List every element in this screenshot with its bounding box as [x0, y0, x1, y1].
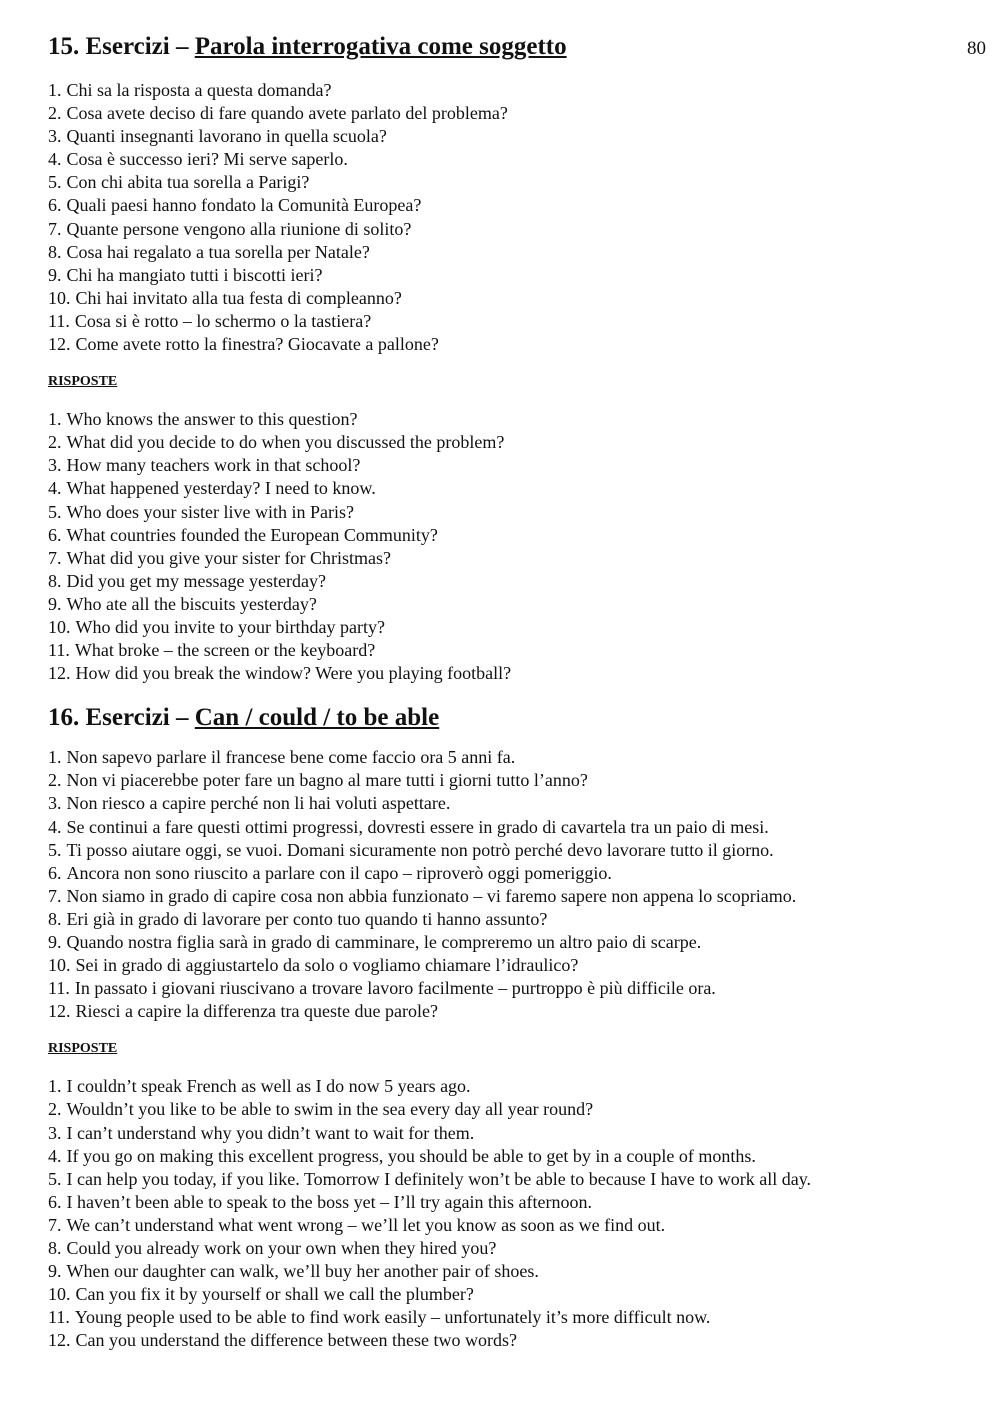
answer-item: [48, 524, 988, 547]
item-text: Se continui a fare questi ottimi progressi, dovresti essere in grado di cavartela tra un paio di mesi.: [66, 816, 769, 837]
answer-item: [48, 1283, 988, 1306]
section-separator: –: [175, 33, 189, 60]
answer-item: [48, 616, 988, 639]
item-text: Who knows the answer to this question?: [66, 409, 358, 430]
section-15-answers-label: RISPOSTE: [48, 374, 118, 390]
section-number: 16.: [48, 704, 80, 732]
item-text: Non riesco a capire perché non li hai voluti aspettare.: [66, 793, 451, 814]
exercise-item: [48, 287, 988, 310]
item-number: 8.: [48, 570, 62, 591]
item-number: 11.: [48, 640, 70, 661]
item-text: Chi sa la risposta a questa domanda?: [66, 80, 332, 100]
item-text: Quante persone vengono alla riunione di solito?: [66, 218, 412, 239]
answer-item: [48, 593, 988, 616]
answer-item: [48, 662, 988, 685]
item-text: Quanti insegnanti lavorano in quella scuola?: [66, 126, 387, 147]
answer-item: [48, 639, 988, 662]
section-15-heading: [48, 32, 988, 62]
item-number: 2.: [48, 770, 62, 791]
answer-item: [48, 1306, 988, 1329]
item-text: Young people used to be able to find work easily – unfortunately it’s more difficult now.: [74, 1307, 711, 1328]
item-text: What broke – the screen or the keyboard?: [74, 640, 376, 661]
exercise-item: [48, 333, 988, 356]
item-number: 3.: [48, 126, 62, 147]
exercise-item: [48, 79, 988, 102]
exercise-item: [48, 194, 988, 217]
item-text: Eri già in grado di lavorare per conto tuo quando ti hanno assunto?: [66, 908, 548, 929]
item-text: Sei in grado di aggiustartelo da solo o vogliamo chiamare l’idraulico?: [75, 955, 579, 976]
item-number: 4.: [48, 1145, 62, 1166]
section-16-heading: [48, 703, 988, 733]
item-text: Ti posso aiutare oggi, se vuoi. Domani sicuramente non potrò perché devo lavorare tutto il giorno.: [66, 839, 774, 860]
item-number: 11.: [48, 310, 70, 331]
answer-item: [48, 1075, 988, 1098]
item-number: 6.: [48, 524, 62, 545]
item-text: What happened yesterday? I need to know.: [66, 478, 376, 499]
item-text: Can you understand the difference between these two words?: [75, 1330, 518, 1351]
item-text: Who ate all the biscuits yesterday?: [66, 593, 317, 614]
item-number: 11.: [48, 1307, 70, 1328]
answer-item: [48, 1237, 988, 1260]
exercise-item: [48, 171, 988, 194]
item-number: 10.: [48, 955, 71, 976]
item-text: Come avete rotto la finestra? Giocavate a pallone?: [75, 334, 439, 355]
item-text: If you go on making this excellent progress, you should be able to get by in a couple of months.: [66, 1145, 756, 1166]
section-16-answers-label: RISPOSTE: [48, 1041, 118, 1057]
item-text: Who does your sister live with in Paris?: [66, 501, 354, 522]
exercise-item: [48, 839, 988, 862]
item-number: 5.: [48, 172, 62, 193]
item-text: When our daughter can walk, we’ll buy her another pair of shoes.: [66, 1261, 539, 1282]
item-text: Quali paesi hanno fondato la Comunità Europea?: [66, 195, 422, 216]
item-number: 7.: [48, 218, 62, 239]
item-number: 1.: [48, 1076, 62, 1097]
item-text: How many teachers work in that school?: [66, 455, 361, 476]
section-16-exercise-list: [48, 746, 988, 1023]
page-number: 80: [967, 38, 986, 59]
answer-item: [48, 1260, 988, 1283]
item-text: In passato i giovani riuscivano a trovare lavoro facilmente – purtroppo è più difficile ora.: [74, 978, 716, 999]
item-number: 9.: [48, 1261, 62, 1282]
answer-item: [48, 1122, 988, 1145]
item-number: 1.: [48, 409, 62, 430]
item-number: 3.: [48, 793, 62, 814]
exercise-item: [48, 218, 988, 241]
answer-item: [48, 477, 988, 500]
item-number: 5.: [48, 1168, 62, 1189]
item-number: 4.: [48, 478, 62, 499]
item-text: I couldn’t speak French as well as I do now 5 years ago.: [66, 1076, 471, 1097]
answer-item: [48, 1145, 988, 1168]
item-text: Cosa avete deciso di fare quando avete parlato del problema?: [66, 103, 508, 124]
item-text: Quando nostra figlia sarà in grado di camminare, le compreremo un altro paio di scarpe.: [66, 932, 702, 952]
answer-item: [48, 501, 988, 524]
item-text: Chi ha mangiato tutti i biscotti ieri?: [66, 264, 323, 285]
answer-item: [48, 408, 988, 431]
exercise-item: [48, 102, 988, 125]
item-number: 7.: [48, 885, 62, 906]
item-text: I haven’t been able to speak to the boss yet – I’ll try again this afternoon.: [66, 1191, 593, 1212]
item-number: 7.: [48, 547, 62, 568]
document-page: [48, 32, 988, 1353]
item-number: 2.: [48, 432, 62, 453]
exercise-item: [48, 746, 988, 769]
item-text: Cosa hai regalato a tua sorella per Natale?: [66, 241, 370, 262]
item-number: 3.: [48, 1122, 62, 1143]
exercise-item: [48, 264, 988, 287]
item-number: 5.: [48, 501, 62, 522]
item-text: Riesci a capire la differenza tra queste due parole?: [75, 1001, 438, 1022]
exercise-item: [48, 931, 988, 954]
item-number: 9.: [48, 593, 62, 614]
exercise-item: [48, 954, 988, 977]
item-text: Cosa si è rotto – lo schermo o la tastiera?: [74, 310, 372, 331]
item-number: 3.: [48, 455, 62, 476]
item-number: 12.: [48, 1330, 71, 1351]
answer-item: [48, 570, 988, 593]
section-separator: –: [175, 704, 189, 732]
answer-item: [48, 431, 988, 454]
answer-item: [48, 1098, 988, 1121]
item-text: Wouldn’t you like to be able to swim in the sea every day all year round?: [66, 1099, 594, 1120]
item-number: 9.: [48, 264, 62, 285]
item-number: 8.: [48, 241, 62, 262]
item-text: Chi hai invitato alla tua festa di compleanno?: [75, 287, 402, 308]
item-text: What did you decide to do when you discussed the problem?: [66, 432, 505, 453]
section-label: Esercizi: [85, 704, 170, 732]
section-number: 15.: [48, 33, 80, 60]
item-text: Who did you invite to your birthday party?: [75, 616, 385, 637]
item-number: 4.: [48, 149, 62, 170]
answer-item: [48, 547, 988, 570]
exercise-item: [48, 977, 988, 1000]
item-number: 5.: [48, 839, 62, 860]
item-number: 12.: [48, 1001, 71, 1022]
item-number: 6.: [48, 195, 62, 216]
item-number: 7.: [48, 1214, 62, 1235]
item-number: 2.: [48, 103, 62, 124]
item-number: 1.: [48, 747, 62, 768]
item-number: 11.: [48, 978, 70, 999]
item-text: Did you get my message yesterday?: [66, 570, 326, 591]
exercise-item: [48, 310, 988, 333]
exercise-item: [48, 1000, 988, 1023]
item-number: 10.: [48, 287, 71, 308]
answer-item: [48, 454, 988, 477]
item-text: Non vi piacerebbe poter fare un bagno al mare tutti i giorni tutto l’anno?: [66, 770, 588, 791]
item-text: Non siamo in grado di capire cosa non abbia funzionato – vi faremo sapere non appena lo scopriamo.: [66, 885, 797, 906]
item-number: 10.: [48, 1284, 71, 1305]
exercise-item: [48, 885, 988, 908]
exercise-item: [48, 862, 988, 885]
section-15-answer-list: [48, 408, 988, 685]
exercise-item: [48, 241, 988, 264]
answer-item: [48, 1214, 988, 1237]
item-text: Non sapevo parlare il francese bene come faccio ora 5 anni fa.: [66, 747, 516, 768]
item-number: 1.: [48, 80, 62, 100]
item-text: Ancora non sono riuscito a parlare con il capo – riproverò oggi pomeriggio.: [66, 862, 612, 883]
item-text: Can you fix it by yourself or shall we call the plumber?: [75, 1284, 474, 1305]
item-text: Cosa è successo ieri? Mi serve saperlo.: [66, 149, 348, 170]
item-text: We can’t understand what went wrong – we’ll let you know as soon as we find out.: [66, 1214, 666, 1235]
item-number: 2.: [48, 1099, 62, 1120]
item-text: How did you break the window? Were you playing football?: [75, 663, 512, 684]
exercise-item: [48, 792, 988, 815]
item-number: 8.: [48, 1238, 62, 1259]
item-number: 6.: [48, 1191, 62, 1212]
exercise-item: [48, 125, 988, 148]
item-number: 9.: [48, 932, 62, 952]
item-text: What countries founded the European Community?: [66, 524, 438, 545]
answer-item: [48, 1329, 988, 1352]
item-number: 12.: [48, 334, 71, 355]
section-16-answer-list: [48, 1075, 988, 1352]
exercise-item: [48, 908, 988, 931]
item-text: Con chi abita tua sorella a Parigi?: [66, 172, 310, 193]
exercise-item: [48, 816, 988, 839]
item-number: 4.: [48, 816, 62, 837]
item-text: I can help you today, if you like. Tomorrow I definitely won’t be able to because I have to work all day.: [66, 1168, 812, 1189]
item-number: 8.: [48, 908, 62, 929]
section-15-exercise-list: [48, 79, 988, 356]
item-number: 10.: [48, 616, 71, 637]
answer-item: [48, 1191, 988, 1214]
section-topic: Parola interrogativa come soggetto: [194, 33, 567, 60]
item-number: 6.: [48, 862, 62, 883]
item-number: 12.: [48, 663, 71, 684]
exercise-item: [48, 769, 988, 792]
answer-item: [48, 1168, 988, 1191]
item-text: Could you already work on your own when they hired you?: [66, 1238, 497, 1259]
item-text: I can’t understand why you didn’t want to wait for them.: [66, 1122, 475, 1143]
item-text: What did you give your sister for Christmas?: [66, 547, 391, 568]
section-label: Esercizi: [85, 33, 170, 60]
exercise-item: [48, 148, 988, 171]
section-topic: Can / could / to be able: [194, 704, 440, 732]
